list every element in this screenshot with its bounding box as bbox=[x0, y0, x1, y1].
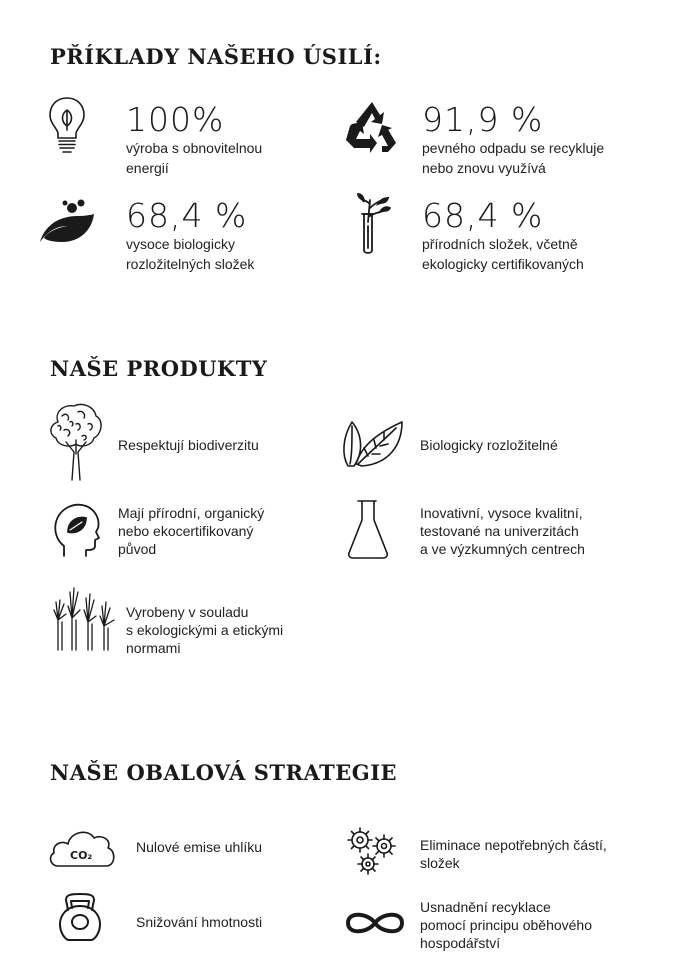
section-heading-effort: PŘÍKLADY NAŠEHO ÚSILÍ: bbox=[50, 44, 382, 69]
product-biodegradable bbox=[420, 436, 558, 454]
stat-desc-line: energií bbox=[126, 160, 169, 176]
section-heading-products: NAŠE PRODUKTY bbox=[50, 356, 268, 381]
packaging-text-line: složek bbox=[420, 855, 460, 871]
product-text-line: testované na univerzitách bbox=[420, 523, 579, 539]
stat-value: 68,4 % bbox=[126, 196, 248, 235]
product-innovative bbox=[420, 504, 585, 558]
stat-description bbox=[422, 138, 662, 178]
stat-description bbox=[126, 234, 366, 274]
product-text-line: původ bbox=[118, 541, 157, 557]
stat-description bbox=[126, 138, 366, 178]
co2-label: CO₂ bbox=[70, 849, 93, 862]
stat-desc-line: výroba s obnovitelnou bbox=[126, 140, 263, 156]
stat-description bbox=[422, 234, 662, 274]
infinity-icon bbox=[344, 908, 406, 938]
product-text-line: Inovativní, vysoce kvalitní, bbox=[420, 505, 583, 521]
lightbulb-leaf-icon bbox=[48, 96, 86, 154]
packaging-eliminate-parts bbox=[420, 836, 607, 872]
product-biodiversity bbox=[118, 436, 259, 454]
product-text-line: a ve výzkumných centrech bbox=[420, 541, 585, 557]
leaves-icon bbox=[340, 414, 404, 470]
packaging-zero-emissions bbox=[136, 838, 262, 856]
flask-icon bbox=[346, 498, 390, 560]
packaging-text-line: Eliminace nepotřebných částí, bbox=[420, 837, 607, 853]
stat-desc-line: rozložitelných složek bbox=[126, 256, 255, 272]
stat-desc-line: nebo znovu využívá bbox=[422, 160, 546, 176]
stat-desc-line: přírodních složek, včetně bbox=[422, 236, 578, 252]
stat-desc-line: ekologicky certifikovaných bbox=[422, 256, 584, 272]
packaging-text-line: Snižování hmotnosti bbox=[136, 914, 263, 930]
product-text-line: Respektují biodiverzitu bbox=[118, 437, 259, 453]
packaging-text-line: Usnadnění recyklace bbox=[420, 899, 551, 915]
leaf-bubbles-icon bbox=[38, 198, 96, 246]
product-natural-origin bbox=[118, 504, 264, 558]
co2-cloud-icon bbox=[48, 826, 118, 870]
product-text-line: Mají přírodní, organický bbox=[118, 505, 265, 521]
product-ethical bbox=[126, 603, 283, 657]
product-text-line: normami bbox=[126, 640, 181, 656]
product-text-line: Vyrobeny v souladu bbox=[126, 604, 249, 620]
stat-natural bbox=[422, 198, 662, 274]
raised-hands-icon bbox=[52, 580, 118, 652]
packaging-text-line: hospodářství bbox=[420, 935, 501, 951]
head-leaf-icon bbox=[52, 500, 102, 558]
stat-value: 100% bbox=[126, 100, 225, 139]
product-text-line: s ekologickými a etickými bbox=[126, 622, 284, 638]
packaging-recycling bbox=[420, 898, 592, 952]
test-tube-plant-icon bbox=[356, 192, 392, 258]
section-heading-packaging: NAŠE OBALOVÁ STRATEGIE bbox=[50, 760, 398, 785]
stat-renewable bbox=[126, 102, 366, 178]
tree-icon bbox=[48, 402, 104, 482]
recycle-icon bbox=[344, 100, 400, 154]
product-text-line: nebo ekocertifikovaný bbox=[118, 523, 254, 539]
packaging-text-line: Nulové emise uhlíku bbox=[136, 839, 263, 855]
stat-value: 91,9 % bbox=[422, 100, 544, 139]
packaging-weight-reduction bbox=[136, 913, 262, 931]
stat-value: 68,4 % bbox=[422, 196, 544, 235]
stat-desc-line: vysoce biologicky bbox=[126, 236, 235, 252]
kettlebell-icon bbox=[56, 892, 104, 942]
stat-waste bbox=[422, 102, 662, 178]
gears-icon bbox=[346, 826, 398, 876]
stat-biodegradable bbox=[126, 198, 366, 274]
packaging-text-line: pomocí principu oběhového bbox=[420, 917, 593, 933]
stat-desc-line: pevného odpadu se recykluje bbox=[422, 140, 605, 156]
product-text-line: Biologicky rozložitelné bbox=[420, 437, 558, 453]
